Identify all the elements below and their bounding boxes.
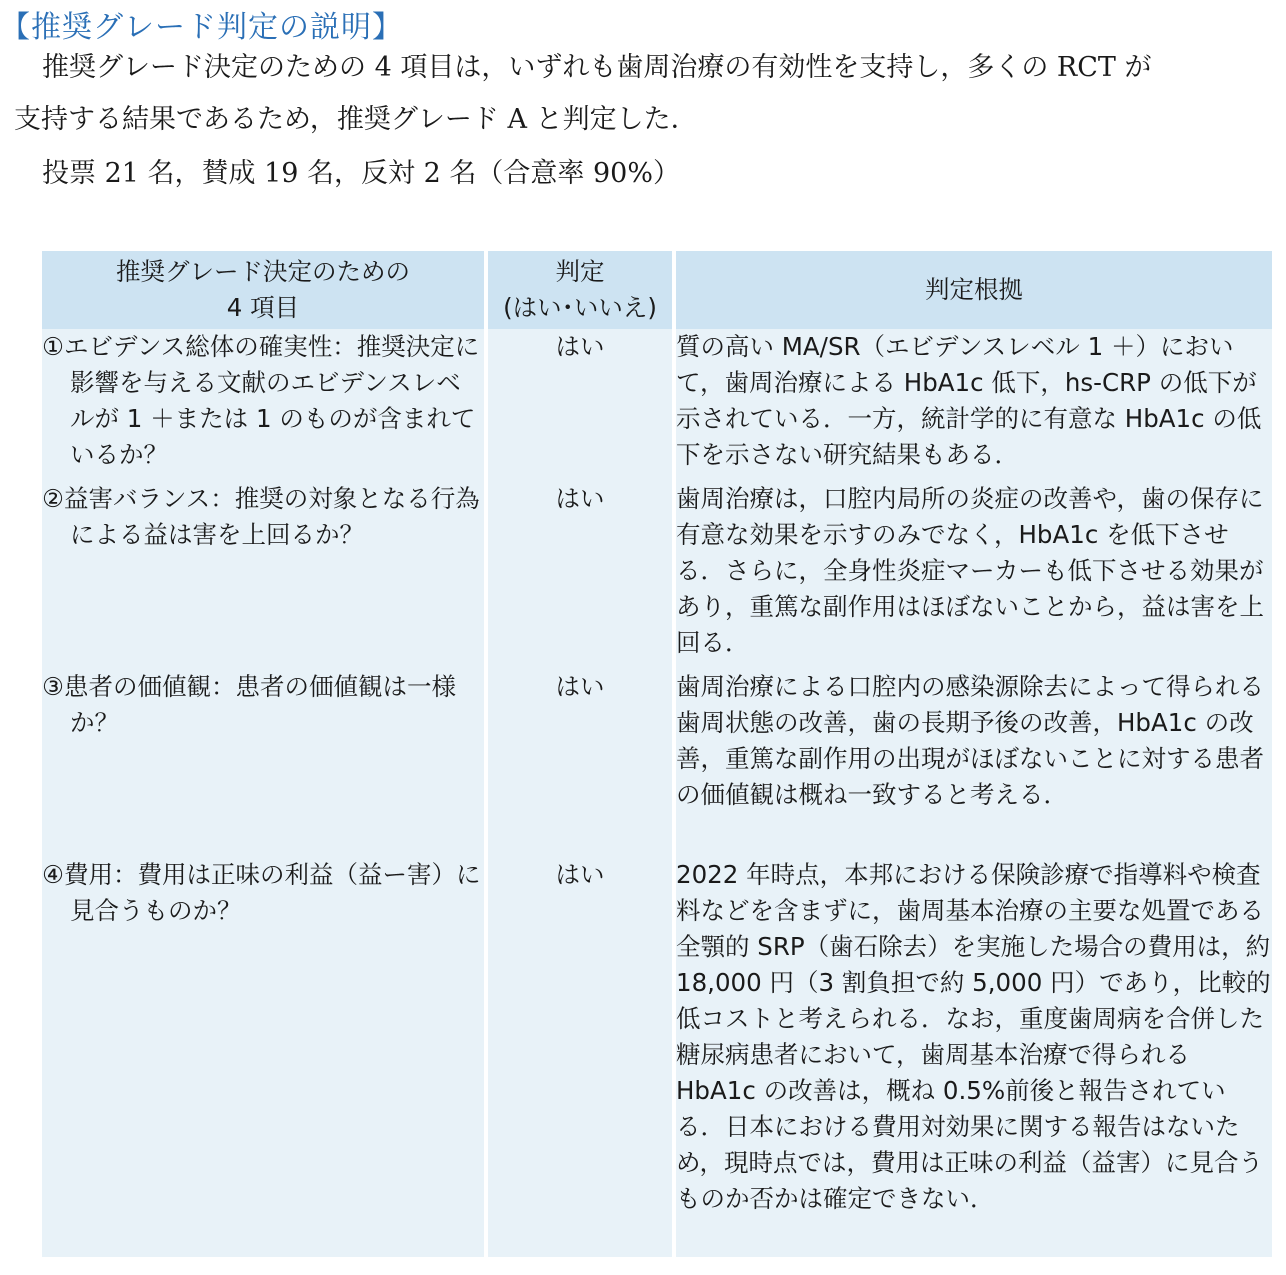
basis-cell: 2022 年時点，本邦における保険診療で指導料や検査料などを含まずに，歯周基本治療の主要な処置である全顎的 SRP（歯石除去）を実施した場合の費用は，約 18,000 円（3 割負担で約 5,000 円）であり，比較的低コストと考えられる．なお，重度歯周病を合併した糖尿病患者において，歯周基本治療で得られる HbA1c の改善は，概ね 0.5%前後と報告されている．日本における費用対効果に関する報告はないため，現時点では，費用は正味の利益（益害）に見合うものか否かは確定できない．	[674, 857, 1272, 1257]
vote-result: 投票 21 名，賛成 19 名，反対 2 名（合意率 90%）	[42, 158, 680, 189]
intro-line-2: 支持する結果であるため，推奨グレード A と判定した．	[14, 104, 698, 135]
item-cell	[42, 329, 486, 481]
table-row	[42, 669, 1272, 857]
item-cell	[42, 481, 486, 669]
table-row	[42, 329, 1272, 481]
basis-cell: 質の高い MA/SR（エビデンスレベル 1 ＋）において，歯周治療による HbA1c 低下，hs-CRP の低下が示されている．一方，統計学的に有意な HbA1c の低下を示さない研究結果もある．	[674, 329, 1272, 481]
basis-cell: 歯周治療は，口腔内局所の炎症の改善や，歯の保存に有意な効果を示すのみでなく，HbA1c を低下させる．さらに，全身性炎症マーカーも低下させる効果があり，重篤な副作用はほぼないことから，益は害を上回る．	[674, 481, 1272, 669]
table-row	[42, 481, 1272, 669]
table-header-row	[42, 251, 1272, 329]
item-cell	[42, 669, 486, 857]
basis-cell: 歯周治療による口腔内の感染源除去によって得られる歯周状態の改善，歯の長期予後の改善，HbA1c の改善，重篤な副作用の出現がほぼないことに対する患者の価値観は概ね一致すると考える．	[674, 669, 1272, 857]
table-row	[42, 857, 1272, 1257]
judgement-cell: はい	[486, 329, 674, 481]
item-text: ④費用：費用は正味の利益（益ー害）に見合うものか？	[42, 860, 481, 925]
header-judgement	[486, 251, 674, 329]
item-text: ③患者の価値観：患者の価値観は一様か？	[42, 672, 456, 737]
item-text: ②益害バランス：推奨の対象となる行為による益は害を上回るか？	[42, 484, 480, 549]
header-basis: 判定根拠	[674, 251, 1272, 329]
header-items-line1: 推奨グレード決定のための	[116, 257, 410, 286]
item-text: ①エビデンス総体の確実性：推奨決定に影響を与える文献のエビデンスレベルが 1 ＋または 1 のものが含まれているか？	[42, 332, 480, 469]
header-items-line2: 4 項目	[226, 293, 300, 322]
grade-table	[42, 251, 1272, 1257]
judgement-cell: はい	[486, 669, 674, 857]
intro-paragraph	[14, 42, 1276, 146]
header-judgement-line2: (はい･いいえ)	[503, 293, 657, 322]
intro-line-1: 推奨グレード決定のための 4 項目は，いずれも歯周治療の有効性を支持し，多くの RCT が	[42, 52, 1152, 83]
section-heading: 【推奨グレード判定の説明】	[0, 10, 403, 45]
header-judgement-line1: 判定	[555, 257, 605, 286]
item-cell	[42, 857, 486, 1257]
judgement-cell: はい	[486, 481, 674, 669]
header-items	[42, 251, 486, 329]
judgement-cell: はい	[486, 857, 674, 1257]
